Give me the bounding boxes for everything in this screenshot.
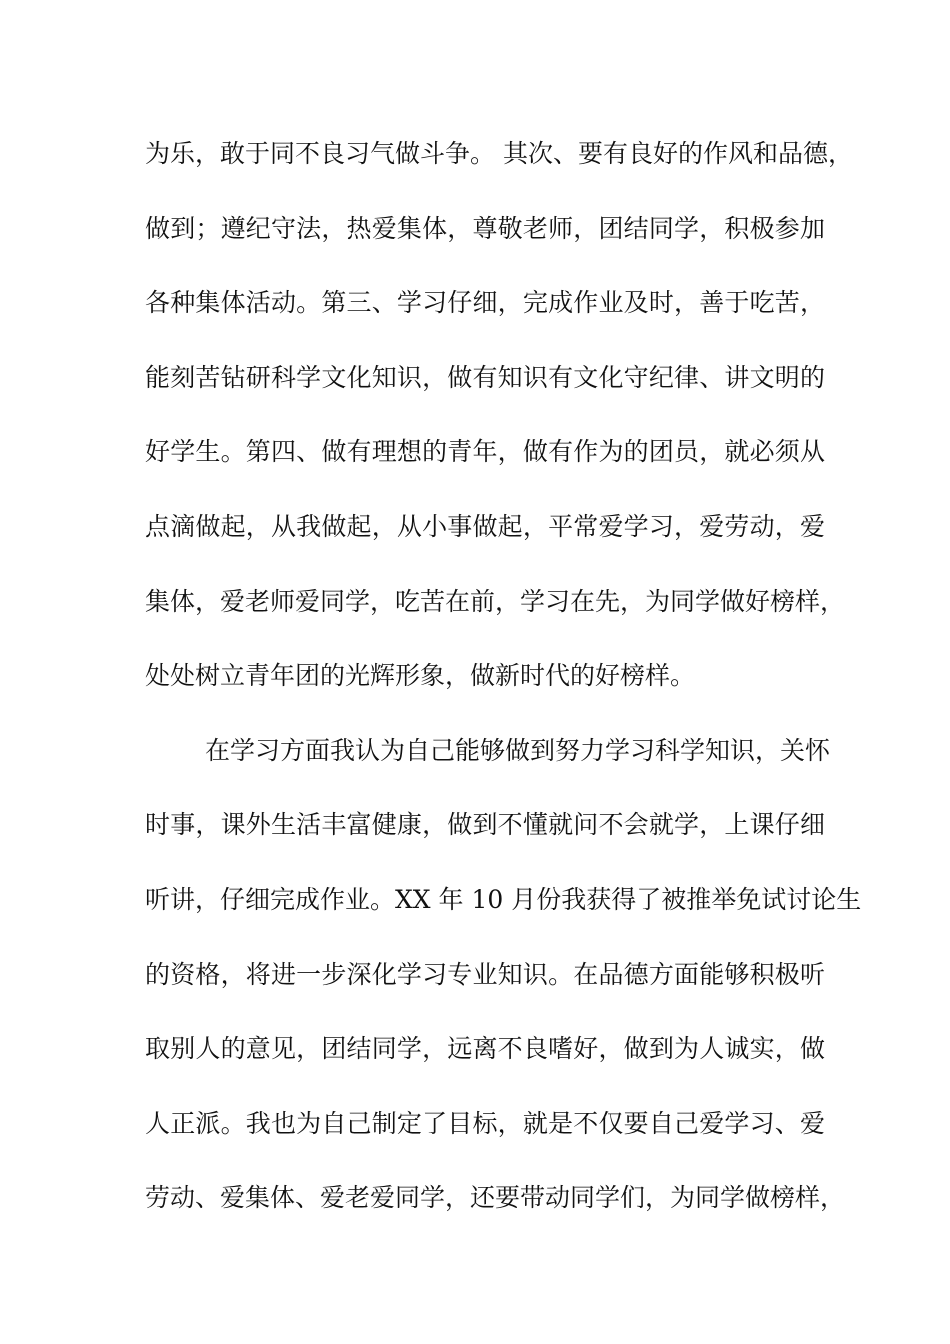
text-line: 为乐，敢于同不良习气做斗争。 其次、要有良好的作风和品德，: [145, 139, 853, 168]
text-line: 点滴做起，从我做起，从小事做起，平常爱学习，爱劳动，爱: [145, 511, 825, 541]
text-line: 的资格，将进一步深化学习专业知识。在品德方面能够积极听: [145, 959, 825, 989]
text-line: 劳动、爱集体、爱老爱同学，还要带动同学们，为同学做榜样，: [145, 1183, 846, 1213]
body-text: [145, 126, 862, 1245]
paragraph-first-line: 在学习方面我认为自己能够做到努力学习科学知识，关怀: [205, 735, 831, 765]
text-line: 取别人的意见，团结同学，远离不良嗜好，做到为人诚实，做: [145, 1034, 825, 1064]
text-line: 能刻苦钻研科学文化知识，做有知识有文化守纪律、讲文明的: [145, 362, 825, 392]
text-line: 人正派。我也为自己制定了目标，就是不仅要自己爱学习、爱: [145, 1108, 825, 1138]
text-line: 做到；遵纪守法，热爱集体，尊敬老师，团结同学，积极参加: [145, 213, 825, 243]
text-line: 好学生。第四、做有理想的青年，做有作为的团员，就必须从: [145, 437, 825, 467]
text-line: 处处树立青年团的光辉形象，做新时代的好榜样。: [145, 661, 696, 691]
text-line: 听讲，仔细完成作业。XX 年 10 月份我获得了被推举免试讨论生: [145, 884, 862, 914]
text-line: 集体，爱老师爱同学，吃苦在前，学习在先，为同学做好榜样，: [145, 586, 846, 616]
text-line: 时事，课外生活丰富健康，做到不懂就问不会就学，上课仔细: [145, 810, 825, 840]
text-line: 各种集体活动。第三、学习仔细，完成作业及时，善于吃苦，: [145, 288, 825, 318]
